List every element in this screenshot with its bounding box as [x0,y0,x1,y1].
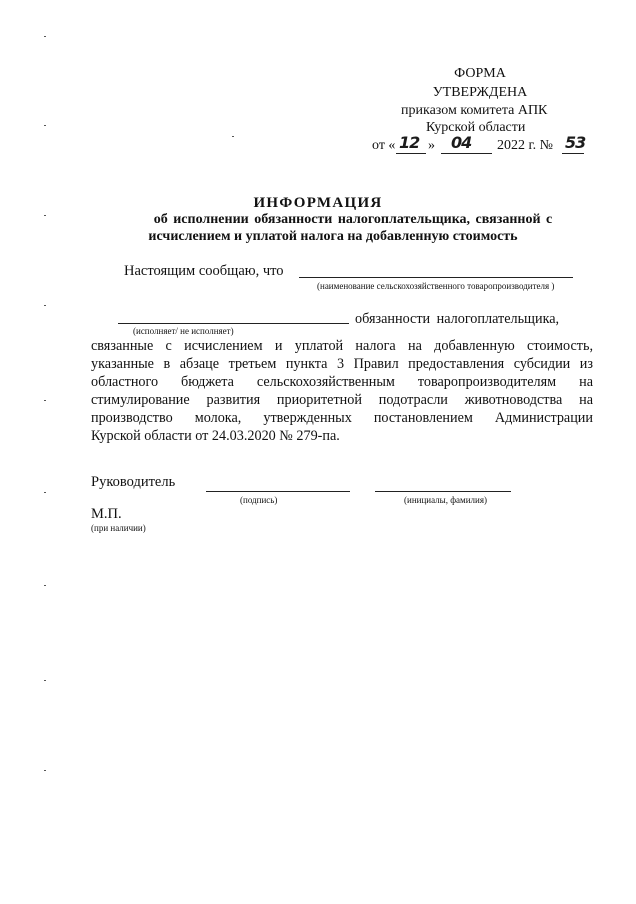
fulfills-hint: (исполняет/ не исполняет) [133,326,234,336]
approval-number-underline [562,153,584,154]
paragraph-line: Курской области от 24.03.2020 № 279-па. [91,428,340,444]
scan-speck [44,492,46,493]
paragraph-line: стимулирование развития приоритетной подотрасли животноводства на [91,392,593,408]
scan-speck [44,305,46,306]
scan-speck [44,585,46,586]
approval-day-handwritten: 12 [399,133,420,152]
producer-name-hint: (наименование сельскохозяйственного товаропроизводителя ) [317,281,555,291]
main-paragraph [91,337,593,445]
scan-speck [44,36,46,37]
paragraph-line: связанные с исчислением и уплатой налога на добавленную стоимость, [91,338,593,354]
stamp-hint: (при наличии) [91,523,146,533]
approval-region-line: Курской области [426,120,526,135]
approval-form-label: ФОРМА [454,66,506,81]
approval-order-line: приказом комитета АПК [401,103,548,118]
paragraph-line: областного бюджета сельскохозяйственным товаропроизводителям на [91,374,593,390]
fulfills-field[interactable] [118,323,349,324]
stamp-label: М.П. [91,506,122,522]
scan-speck [44,400,46,401]
paragraph-line: указанные в абзаце третьем пункта 3 Правил предоставления субсидии из [91,356,593,372]
approval-month-underline [441,153,492,154]
approval-year-number-label: 2022 г. № [497,138,554,153]
approval-approved-label: УТВЕРЖДЕНА [432,85,528,100]
signature-hint: (подпись) [240,495,278,505]
paragraph-line: производство молока, утвержденных постановлением Администрации [91,410,593,426]
approval-day-underline [396,153,426,154]
document-subtitle-line1: об исполнении обязанности налогоплательщика, связанной с [153,212,553,227]
approval-month-handwritten: 04 [451,133,472,152]
duty-text: обязанности налогоплательщика, [355,311,560,327]
scan-speck [44,770,46,771]
signature-field[interactable] [206,491,350,492]
approval-date-prefix: от « [372,138,396,153]
signatory-role: Руководитель [91,474,176,490]
initials-field[interactable] [375,491,511,492]
approval-date-mid: » [428,138,435,153]
scan-speck [232,136,234,137]
document-subtitle-line2: исчислением и уплатой налога на добавленную стоимость [148,229,518,244]
document-title: ИНФОРМАЦИЯ [253,195,383,211]
initials-hint: (инициалы, фамилия) [404,495,487,505]
scan-speck [44,125,46,126]
intro-text: Настоящим сообщаю, что [124,263,284,279]
approval-number-handwritten: 53 [565,133,586,152]
producer-name-field[interactable] [299,277,573,278]
scan-speck [44,680,46,681]
